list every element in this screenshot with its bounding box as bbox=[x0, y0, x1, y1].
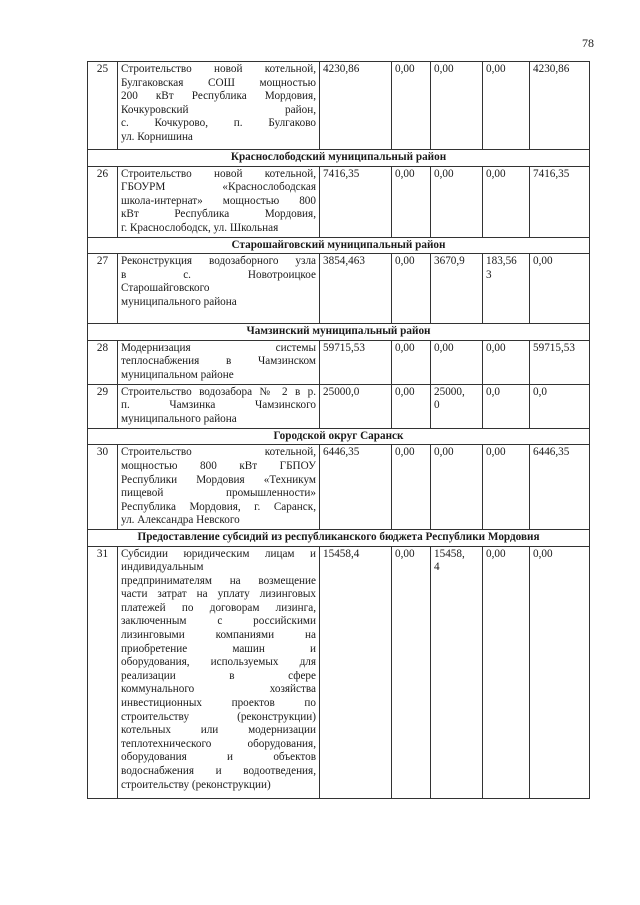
amount-v3: 0,00 bbox=[431, 166, 483, 237]
description-line: приобретение машин и bbox=[121, 642, 316, 655]
amount-v4: 183,56 3 bbox=[483, 254, 530, 324]
subsidy-table bbox=[87, 61, 590, 799]
description-line: г. Краснослободск, ул. Школьная bbox=[121, 221, 279, 234]
amount-v1: 15458,4 bbox=[320, 546, 392, 798]
amount-v3: 0,00 bbox=[431, 62, 483, 150]
amount-v3: 3670,9 bbox=[431, 254, 483, 324]
row-number: 29 bbox=[88, 384, 118, 428]
section-title: Старошайговский муниципальный район bbox=[88, 237, 590, 254]
amount-v3: 0,00 bbox=[431, 340, 483, 384]
description-line: заключенным с российскими bbox=[121, 615, 316, 628]
amount-v5: 7416,35 bbox=[530, 166, 590, 237]
description-line: платежей по договорам лизинга, bbox=[121, 601, 316, 614]
description-line: водоснабжения и водоотведения, bbox=[121, 765, 316, 777]
amount-v1: 3854,463 bbox=[320, 254, 392, 324]
description-line: муниципального района bbox=[121, 295, 237, 308]
row-number: 26 bbox=[88, 166, 118, 237]
description-line: Субсидии юридическим лицам и bbox=[121, 547, 316, 560]
description-line: Кочкуровский район, bbox=[121, 103, 316, 116]
description-line: индивидуальным bbox=[121, 561, 204, 574]
amount-v2: 0,00 bbox=[392, 62, 431, 150]
table-row bbox=[88, 384, 590, 428]
section-title: Чамзинский муниципальный район bbox=[88, 324, 590, 341]
description-line: предпринимателям на возмещение bbox=[121, 574, 316, 587]
section-row bbox=[88, 428, 590, 445]
description-line: ул. Александра Невского bbox=[121, 514, 240, 527]
description-line: строительству (реконструкции) bbox=[121, 710, 316, 723]
description-line: Республики Мордовия «Техникум bbox=[121, 473, 316, 486]
description-line: Старошайговского bbox=[121, 282, 210, 295]
description-line: инвестиционных проектов по bbox=[121, 697, 316, 710]
amount-v5: 59715,53 bbox=[530, 340, 590, 384]
amount-v4: 0,00 bbox=[483, 166, 530, 237]
section-row bbox=[88, 529, 590, 546]
row-description bbox=[118, 166, 320, 237]
table-row bbox=[88, 340, 590, 384]
amount-v2: 0,00 bbox=[392, 340, 431, 384]
amount-v3: 15458, 4 bbox=[431, 546, 483, 798]
amount-v4: 0,00 bbox=[483, 546, 530, 798]
amount-v1: 4230,86 bbox=[320, 62, 392, 150]
description-line: п. Чамзинка Чамзинского bbox=[121, 399, 316, 412]
section-row bbox=[88, 324, 590, 341]
row-number: 28 bbox=[88, 340, 118, 384]
row-number: 31 bbox=[88, 546, 118, 798]
page-number: 78 bbox=[582, 36, 594, 50]
description-line: Строительство новой котельной, bbox=[121, 63, 316, 75]
description-line: Республика Мордовия, г. Саранск, bbox=[121, 500, 316, 513]
amount-v1: 59715,53 bbox=[320, 340, 392, 384]
description-line: оборудования и объектов bbox=[121, 751, 316, 764]
amount-v4: 0,00 bbox=[483, 62, 530, 150]
row-number: 25 bbox=[88, 62, 118, 150]
amount-v3: 0,00 bbox=[431, 445, 483, 530]
amount-v2: 0,00 bbox=[392, 166, 431, 237]
row-number: 27 bbox=[88, 254, 118, 324]
description-line: реализации в сфере bbox=[121, 669, 316, 682]
description-line: ул. Корнишина bbox=[121, 130, 193, 143]
table-row bbox=[88, 546, 590, 798]
description-line: 200 кВт Республика Мордовия, bbox=[121, 90, 316, 103]
amount-v5: 6446,35 bbox=[530, 445, 590, 530]
description-line: в с. Новотроицкое bbox=[121, 268, 316, 281]
amount-v1: 25000,0 bbox=[320, 384, 392, 428]
section-row bbox=[88, 150, 590, 167]
row-number: 30 bbox=[88, 445, 118, 530]
section-title: Городской округ Саранск bbox=[88, 428, 590, 445]
table-row bbox=[88, 62, 590, 150]
row-description bbox=[118, 384, 320, 428]
table-row bbox=[88, 445, 590, 530]
amount-v5: 0,0 bbox=[530, 384, 590, 428]
amount-v5: 0,00 bbox=[530, 254, 590, 324]
description-line: оборудования, используемых для bbox=[121, 656, 316, 669]
amount-v2: 0,00 bbox=[392, 546, 431, 798]
description-line: Модернизация системы bbox=[121, 341, 316, 354]
section-title: Предоставление субсидий из республиканского бюджета Республики Мордовия bbox=[88, 529, 590, 546]
description-line: Булгаковская СОШ мощностью bbox=[121, 76, 316, 89]
description-line: коммунального хозяйства bbox=[121, 683, 316, 696]
description-line: Строительство котельной, bbox=[121, 446, 316, 459]
row-description bbox=[118, 546, 320, 798]
description-line: Строительство новой котельной, bbox=[121, 167, 316, 180]
table-row bbox=[88, 254, 590, 324]
description-line: лизинговыми компаниями на bbox=[121, 629, 316, 642]
description-line: пищевой промышленности» bbox=[121, 487, 316, 500]
amount-v2: 0,00 bbox=[392, 254, 431, 324]
description-line: с. Кочкурово, п. Булгаково bbox=[121, 117, 316, 130]
table-row bbox=[88, 166, 590, 237]
row-description bbox=[118, 340, 320, 384]
amount-v1: 7416,35 bbox=[320, 166, 392, 237]
amount-v4: 0,0 bbox=[483, 384, 530, 428]
description-line: кВт Республика Мордовия, bbox=[121, 208, 316, 221]
row-description bbox=[118, 254, 320, 324]
amount-v2: 0,00 bbox=[392, 445, 431, 530]
row-description bbox=[118, 62, 320, 150]
description-line: теплотехнического оборудования, bbox=[121, 737, 316, 750]
description-line: Реконструкция водозаборного узла bbox=[121, 255, 316, 268]
row-description bbox=[118, 445, 320, 530]
description-line: строительству (реконструкции) bbox=[121, 778, 271, 791]
description-line: части затрат на уплату лизинговых bbox=[121, 588, 316, 601]
amount-v4: 0,00 bbox=[483, 445, 530, 530]
description-line: муниципального района bbox=[121, 412, 237, 425]
description-line: котельных или модернизации bbox=[121, 724, 316, 737]
amount-v5: 4230,86 bbox=[530, 62, 590, 150]
description-line: Строительство водозабора № 2 в р. bbox=[121, 385, 316, 398]
amount-v4: 0,00 bbox=[483, 340, 530, 384]
amount-v2: 0,00 bbox=[392, 384, 431, 428]
section-row bbox=[88, 237, 590, 254]
amount-v5: 0,00 bbox=[530, 546, 590, 798]
description-line: ГБОУРМ «Краснослободская bbox=[121, 181, 316, 194]
description-line: школа-интернат» мощностью 800 bbox=[121, 194, 316, 207]
description-line: мощностью 800 кВт ГБПОУ bbox=[121, 459, 316, 472]
description-line: муниципальном районе bbox=[121, 368, 234, 381]
description-line: теплоснабжения в Чамзинском bbox=[121, 355, 316, 368]
section-title: Краснослободский муниципальный район bbox=[88, 150, 590, 167]
amount-v3: 25000, 0 bbox=[431, 384, 483, 428]
amount-v1: 6446,35 bbox=[320, 445, 392, 530]
